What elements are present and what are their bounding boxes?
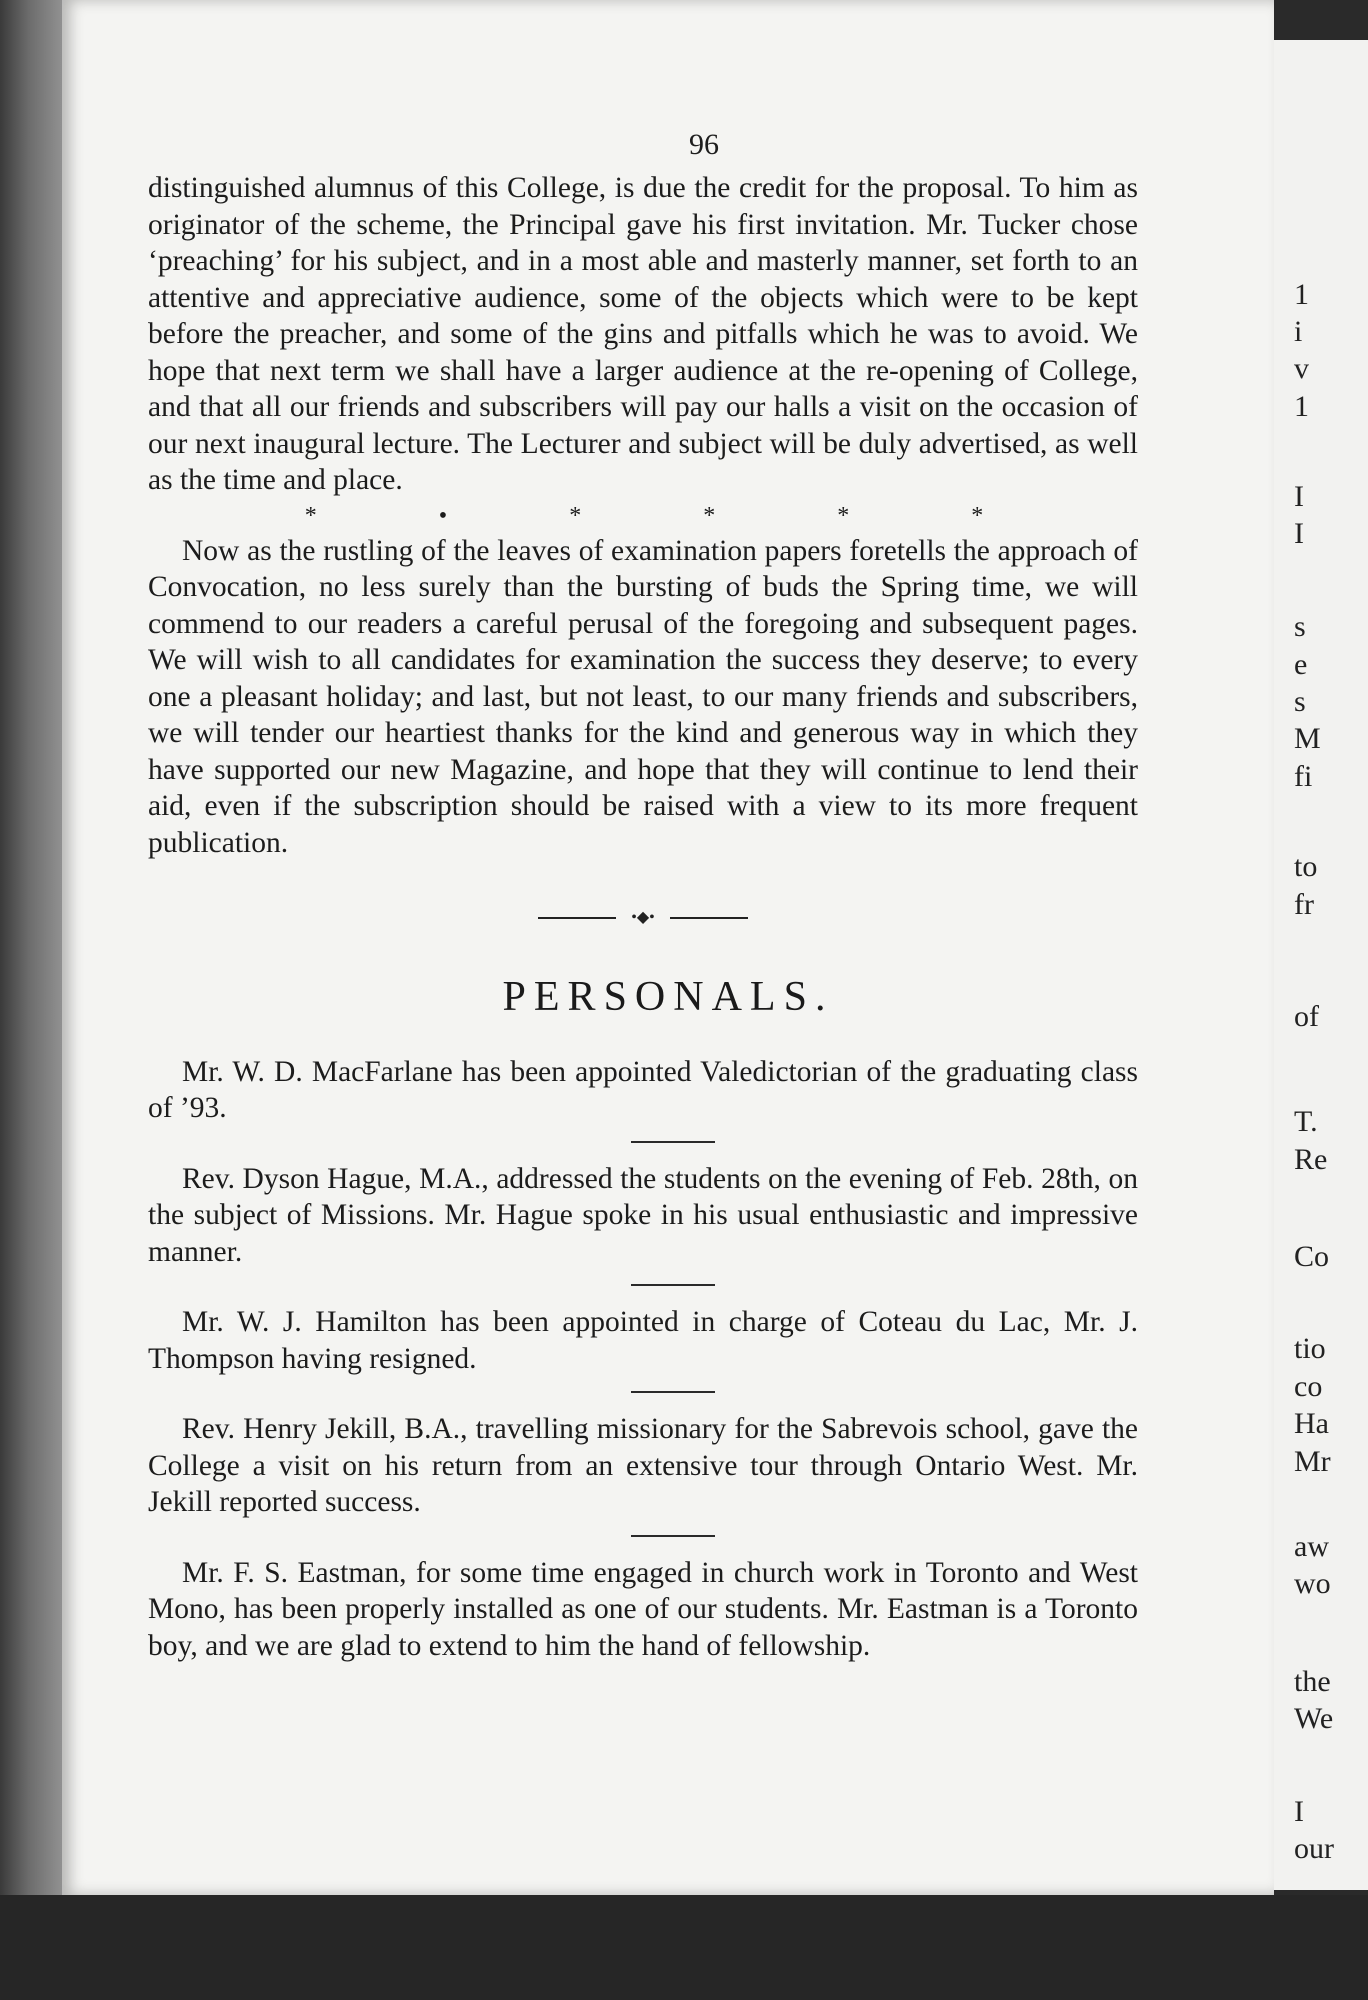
facing-text-fragment: our	[1294, 1832, 1334, 1865]
facing-text-fragment: wo	[1294, 1567, 1331, 1600]
facing-text-fragment: co	[1294, 1370, 1323, 1403]
facing-text-fragment: I	[1294, 480, 1304, 513]
facing-text-fragment: tio	[1294, 1332, 1326, 1365]
facing-text-fragment: Ha	[1294, 1407, 1329, 1440]
facing-text-fragment: the	[1294, 1665, 1331, 1698]
facing-text-fragment: I	[1294, 1795, 1304, 1828]
item-divider	[631, 1391, 715, 1393]
facing-text-fragment: 1	[1294, 390, 1309, 423]
page-content	[148, 170, 1138, 1664]
facing-text-fragment: i	[1294, 315, 1303, 348]
body-paragraph: Now as the rustling of the leaves of examination papers foretells the approach of Convocation, no less surely than the bursting of buds the Spring time, we will commend to our readers a careful perusal of the foregoing and subsequent pages. We will wish to all candidates for examination the success they deserve; to every one a pleasant holiday; and last, but not least, to our many friends and subscribers, we will tender our heartiest thanks for the kind and generous way in which they have supported our new Magazine, and hope that they will continue to lend their aid, even if the subscription should be raised with a view to its more frequent publication.	[148, 534, 1138, 859]
facing-text-fragment: T.	[1294, 1105, 1318, 1138]
facing-text-fragment: Mr	[1294, 1445, 1331, 1478]
facing-text-fragment: fi	[1294, 760, 1313, 793]
book-binding-edge	[0, 0, 70, 2000]
facing-text-fragment: We	[1294, 1702, 1334, 1735]
item-divider	[631, 1284, 715, 1286]
facing-text-fragment: of	[1294, 1000, 1319, 1033]
scan-background	[0, 1895, 1368, 2000]
facing-text-fragment: aw	[1294, 1530, 1329, 1563]
facing-text-fragment: 1	[1294, 278, 1309, 311]
personal-item: Mr. F. S. Eastman, for some time engaged in church work in Toronto and West Mono, has been properly installed as one of our students. Mr. Eastman is a Toronto boy, and we are glad to extend to him the hand of fellowship.	[148, 1556, 1138, 1662]
personal-item: Mr. W. J. Hamilton has been appointed in charge of Coteau du Lac, Mr. J. Thompson having resigned.	[148, 1306, 1138, 1375]
section-separator-stars: * • * * * *	[304, 502, 1042, 529]
item-divider	[631, 1141, 715, 1143]
facing-text-fragment: s	[1294, 685, 1306, 718]
personal-item: Mr. W. D. MacFarlane has been appointed Valedictorian of the graduating class of ’93.	[148, 1055, 1138, 1124]
facing-text-fragment: Re	[1294, 1143, 1328, 1176]
facing-text-fragment: fr	[1294, 888, 1314, 921]
facing-text-fragment: M	[1294, 722, 1321, 755]
facing-text-fragment: I	[1294, 517, 1304, 550]
facing-text-fragment: to	[1294, 850, 1318, 883]
facing-text-fragment: Co	[1294, 1240, 1330, 1273]
facing-text-fragment: s	[1294, 610, 1306, 643]
ornamental-rule: •◆•	[538, 911, 748, 925]
item-divider	[631, 1535, 715, 1537]
page-number: 96	[689, 128, 719, 161]
personal-item: Rev. Henry Jekill, B.A., travelling missionary for the Sabrevois school, gave the College a visit on his return from an extensive tour through Ontario West. Mr. Jekill reported success.	[148, 1413, 1138, 1518]
facing-text-fragment: v	[1294, 352, 1309, 385]
body-paragraph: distinguished alumnus of this College, is due the credit for the proposal. To him as originator of the scheme, the Principal gave his first invitation. Mr. Tucker chose ‘preaching’ for his subject, and in a most able and masterly manner, set forth to an attentive and appreciative audience, some of the objects which were to be kept before the preacher, and some of the gins and pitfalls which he was to avoid. We hope that next term we shall have a larger audience at the re-opening of College, and that all our friends and subscribers will pay our halls a visit on the occasion of our next inaugural lecture. The Lecturer and subject will be duly advertised, as well as the time and place.	[148, 172, 1138, 496]
facing-text-fragment: e	[1294, 648, 1308, 681]
section-title: PERSONALS.	[502, 974, 834, 1020]
personal-item: Rev. Dyson Hague, M.A., addressed the students on the evening of Feb. 28th, on the subject of Missions. Mr. Hague spoke in his usual enthusiastic and impressive manner.	[148, 1162, 1138, 1268]
